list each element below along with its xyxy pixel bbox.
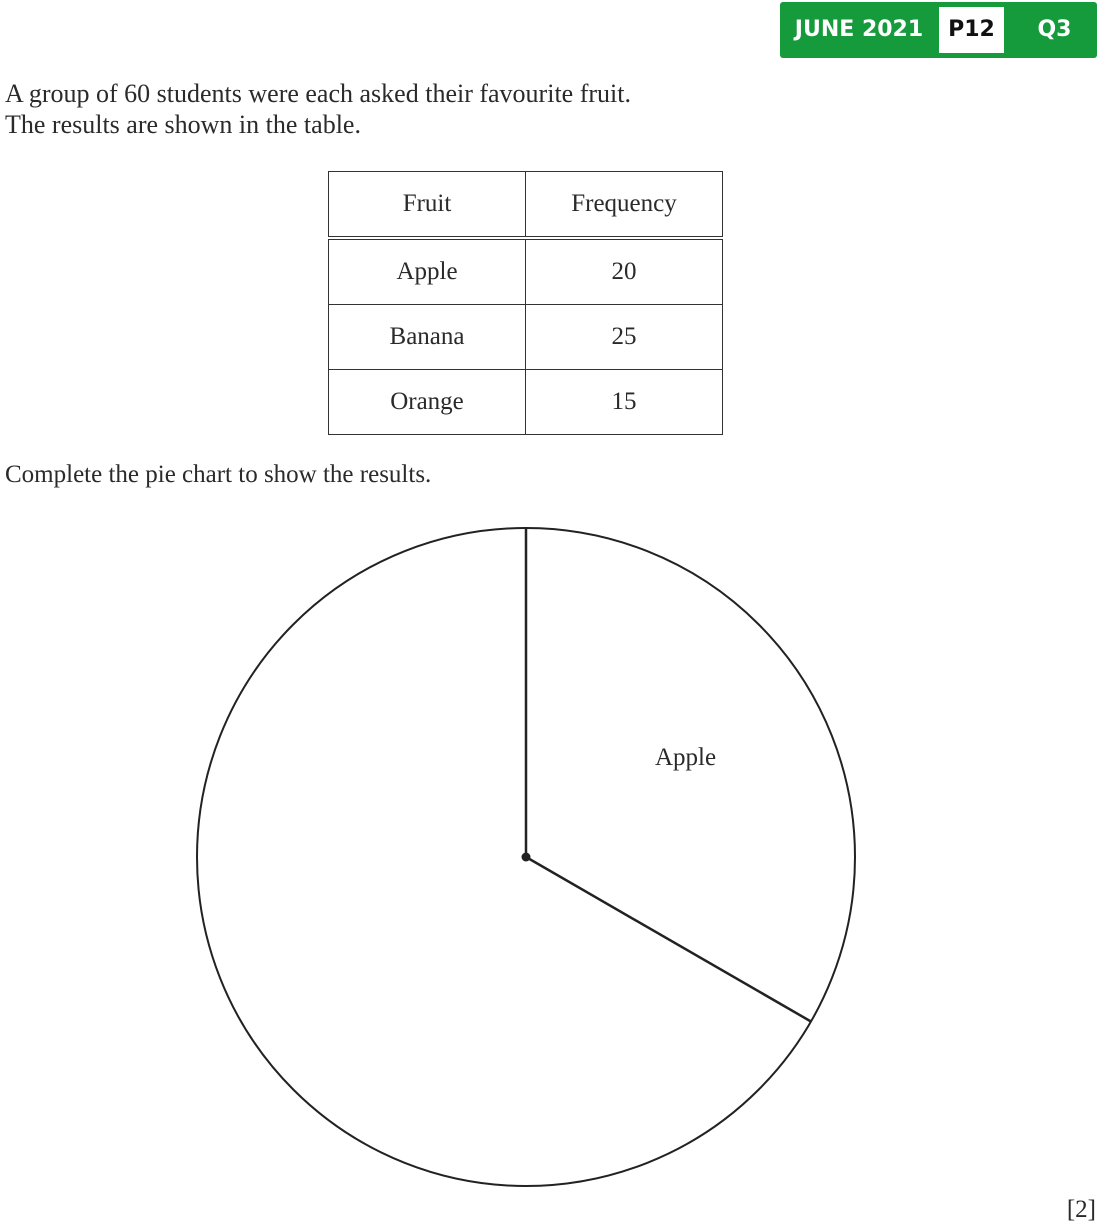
exam-session-label: JUNE 2021 [794, 17, 924, 42]
frequency-cell: 25 [526, 305, 723, 370]
intro-line-1: A group of 60 students were each asked their favourite fruit. [5, 79, 631, 108]
paper-number-label: P12 [939, 7, 1004, 53]
question-instruction: Complete the pie chart to show the results. [5, 461, 432, 488]
column-header-fruit: Fruit [329, 172, 526, 239]
column-header-frequency: Frequency [526, 172, 723, 239]
frequency-cell: 20 [526, 238, 723, 305]
pie-center-dot [522, 853, 531, 862]
frequency-cell: 15 [526, 370, 723, 435]
question-number-label: Q3 [1037, 17, 1072, 42]
sector-radius-line [526, 857, 811, 1022]
fruit-cell: Banana [329, 305, 526, 370]
marks-allocation: [2] [1066, 1196, 1096, 1223]
pie-slice-label: Apple [655, 743, 717, 771]
intro-line-2: The results are shown in the table. [5, 110, 361, 139]
fruit-cell: Orange [329, 370, 526, 435]
fruit-cell: Apple [329, 238, 526, 305]
